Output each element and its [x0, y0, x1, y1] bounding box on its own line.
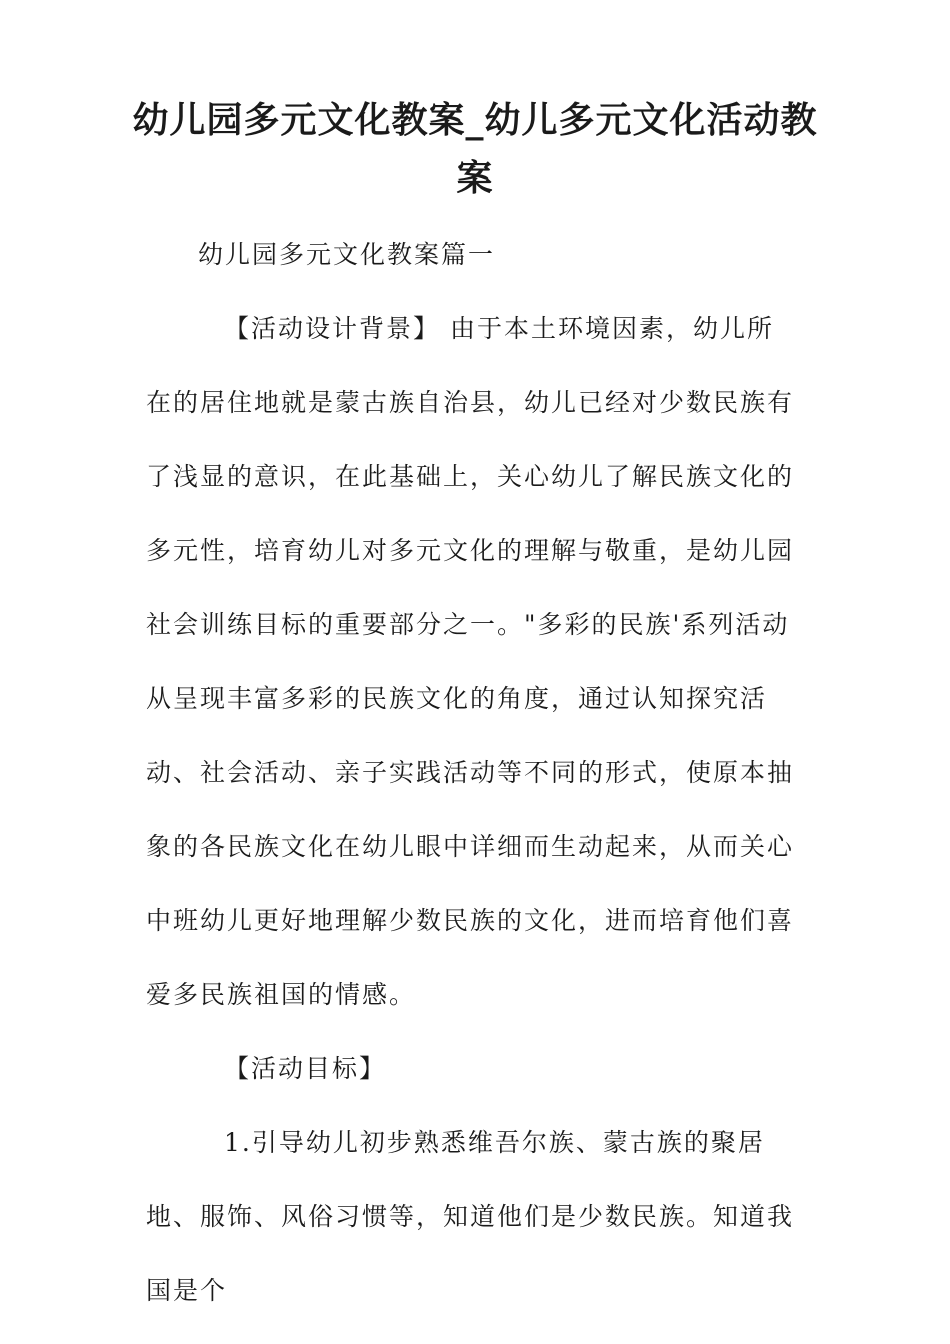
objective-item-1: 1.引导幼儿初步熟悉维吾尔族、蒙古族的聚居地、服饰、风俗习惯等，知道他们是少数民族。知道我国是个	[146, 1128, 795, 1305]
section-heading: 幼儿园多元文化教案篇一	[198, 240, 496, 269]
document-body	[146, 218, 796, 1328]
document-title: 幼儿园多元文化教案_幼儿多元文化活动教案	[132, 100, 818, 199]
objectives-heading: 【活动目标】	[224, 1054, 387, 1083]
background-paragraph: 【活动设计背景】 由于本土环境因素，幼儿所在的居住地就是蒙古族自治县，幼儿已经对少数民族有了浅显的意识，在此基础上，关心幼儿了解民族文化的多元性，培育幼儿对多元文化的理解与敬重，是幼儿园社会训练目标的重要部分之一。"多彩的民族'系列活动从呈现丰富多彩的民族文化的角度，通过认知探究活动、社会活动、亲子实践活动等不同的形式，使原本抽象的各民族文化在幼儿眼中详细而生动起来，从而关心中班幼儿更好地理解少数民族的文化，进而培育他们喜爱多民族祖国的情感。	[146, 314, 795, 1009]
